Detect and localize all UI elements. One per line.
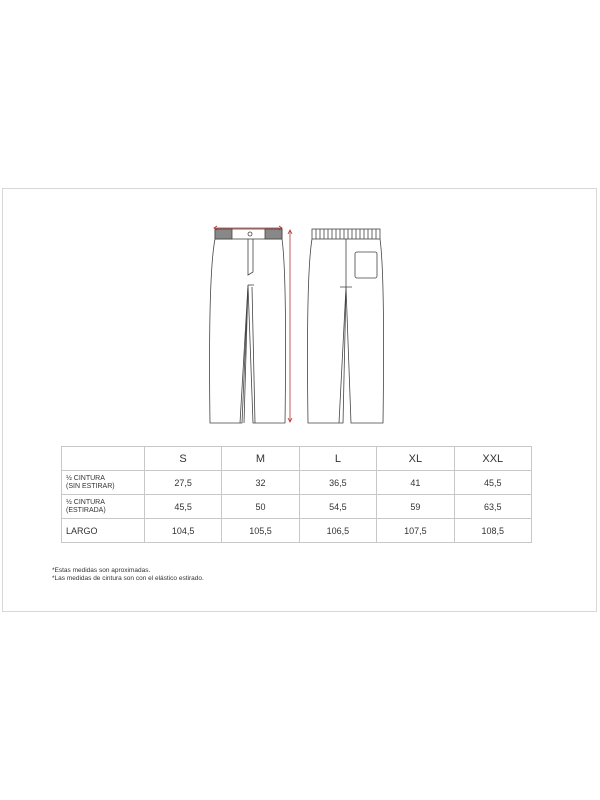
- table-cell: 45,5: [144, 495, 221, 519]
- table-row: [62, 471, 532, 495]
- table-cell: 59: [377, 495, 454, 519]
- row-label: [62, 495, 145, 519]
- front-view: [210, 229, 286, 423]
- pants-diagram: [200, 215, 400, 430]
- size-header: XL: [377, 447, 454, 471]
- size-header: XXL: [454, 447, 531, 471]
- table-row: [62, 519, 532, 543]
- size-header: M: [222, 447, 299, 471]
- row-label-line: ½ CINTURA: [66, 474, 105, 482]
- footnotes: [52, 567, 204, 583]
- table-cell: 108,5: [454, 519, 531, 543]
- table-cell: 32: [222, 471, 299, 495]
- table-cell: 104,5: [144, 519, 221, 543]
- footnote: *Las medidas de cintura son con el elástico estirado.: [52, 575, 204, 582]
- table-cell: 106,5: [299, 519, 376, 543]
- table-cell: 50: [222, 495, 299, 519]
- table-cell: 105,5: [222, 519, 299, 543]
- back-view: [308, 229, 384, 423]
- table-cell: 41: [377, 471, 454, 495]
- size-header: L: [299, 447, 376, 471]
- table-cell: 63,5: [454, 495, 531, 519]
- table-row: [62, 495, 532, 519]
- row-label-line: ½ CINTURA: [66, 498, 105, 506]
- row-label: [62, 471, 145, 495]
- table-cell: 36,5: [299, 471, 376, 495]
- table-cell: 27,5: [144, 471, 221, 495]
- table-cell: 107,5: [377, 519, 454, 543]
- row-label-line: (ESTIRADA): [66, 506, 106, 514]
- footnote: *Estas medidas son aproximadas.: [52, 567, 151, 574]
- row-label: LARGO: [62, 519, 145, 543]
- empty-header-cell: [62, 447, 145, 471]
- table-cell: 45,5: [454, 471, 531, 495]
- row-label-line: (SIN ESTIRAR): [66, 482, 115, 490]
- table-cell: 54,5: [299, 495, 376, 519]
- size-table: [61, 446, 532, 543]
- table-header-row: [62, 447, 532, 471]
- size-header: S: [144, 447, 221, 471]
